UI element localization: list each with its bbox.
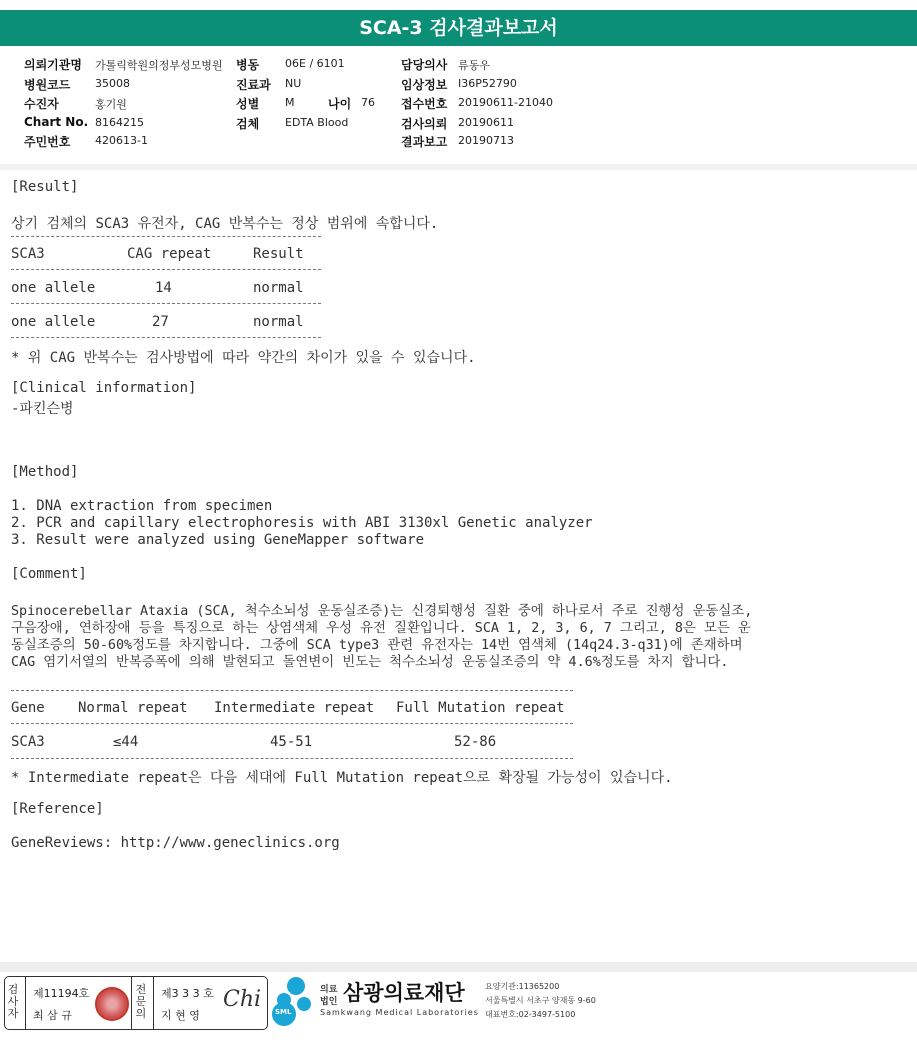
table-divider: [11, 303, 321, 304]
sex-label: 성별: [236, 97, 260, 111]
reference-heading: [Reference]: [11, 801, 104, 817]
chart-no-value: 8164215: [95, 116, 144, 129]
gene-note: * Intermediate repeat은 다음 세대에 Full Mutation repeat으로 확장될 가능성이 있습니다.: [11, 770, 673, 786]
specialist-license-number: 제3 3 3 호: [161, 987, 214, 1000]
report-date-value: 20190713: [458, 134, 514, 147]
allele-2-cag: 27: [152, 314, 169, 330]
gene-header-gene: Gene: [11, 700, 45, 716]
age-value: 76: [361, 96, 375, 109]
report-title: SCA-3 검사결과보고서: [0, 10, 917, 46]
gene-value-normal: ≤44: [113, 734, 139, 750]
gene-value-full: 52-86: [454, 734, 497, 750]
org-english-name: Samkwang Medical Laboratories: [320, 1008, 479, 1017]
examiner-license-number: 제11194호: [33, 987, 90, 1000]
org-code: 요양기관:11365200: [485, 982, 560, 991]
table-divider: [11, 758, 573, 759]
physician-value: 류동우: [458, 59, 490, 72]
seal-stamp-icon: [95, 987, 129, 1021]
comment-line: 구음장애, 연하장애 등을 특징으로 하는 상염색체 우성 유전 질환입니다. SCA 1, 2, 3, 6, 7 그리고, 8은 모든 운: [11, 621, 751, 636]
ward-label: 병동: [236, 58, 260, 72]
sml-logo-icon: [270, 976, 318, 1028]
header-divider: [0, 164, 917, 170]
gene-value-gene: SCA3: [11, 734, 45, 750]
method-item: 1. DNA extraction from specimen: [11, 498, 273, 514]
request-date-label: 검사의뢰: [401, 117, 448, 131]
result-header-cag: CAG repeat: [127, 246, 212, 262]
logo-text: SML: [275, 1008, 292, 1016]
table-divider: [11, 269, 321, 270]
allele-2-result: normal: [253, 314, 304, 330]
clinical-info-value: I36P52790: [458, 77, 517, 90]
method-item: 3. Result were analyzed using GeneMapper software: [11, 532, 425, 548]
hospital-name-label: 의뢰기관명: [24, 58, 82, 72]
org-address: 서울특별시 서초구 양재동 9-60: [485, 996, 596, 1005]
examiner-vertical-label: 검 사 자: [7, 983, 19, 1020]
hospital-code-label: 병원코드: [24, 78, 71, 92]
resident-no-value: 420613-1: [95, 134, 148, 147]
reference-text: GeneReviews: http://www.geneclinics.org: [11, 835, 340, 851]
department-label: 진료과: [236, 78, 271, 92]
table-divider: [11, 723, 573, 724]
result-heading: [Result]: [11, 179, 79, 195]
org-phone: 대표번호:02-3497-5100: [485, 1010, 576, 1019]
receipt-no-label: 접수번호: [401, 97, 448, 111]
allele-1-label: one allele: [11, 280, 96, 296]
allele-1-result: normal: [253, 280, 304, 296]
result-summary: 상기 검체의 SCA3 유전자, CAG 반복수는 정상 범위에 속합니다.: [11, 216, 439, 232]
sex-value: M: [285, 96, 295, 109]
clinical-heading: [Clinical information]: [11, 380, 197, 396]
result-note: * 위 CAG 반복수는 검사방법에 따라 약간의 차이가 있을 수 있습니다.: [11, 350, 476, 366]
org-name: 삼광의료재단: [343, 981, 465, 1005]
allele-2-label: one allele: [11, 314, 96, 330]
specialist-name: 지 현 영: [161, 1009, 200, 1022]
specialist-signature: Chi: [223, 987, 262, 1012]
hospital-name-value: 가톨릭학원의정부성모병원: [95, 59, 223, 72]
gene-value-intermediate: 45-51: [270, 734, 313, 750]
comment-line: Spinocerebellar Ataxia (SCA, 척수소뇌성 운동실조증)는 신경퇴행성 질환 중에 하나로서 주로 진행성 운동실조,: [11, 604, 753, 619]
table-divider: [11, 690, 573, 691]
gene-header-normal: Normal repeat: [78, 700, 188, 716]
patient-info-header: [0, 46, 917, 165]
signature-box: [4, 976, 268, 1030]
comment-line: CAG 염기서열의 반복증폭에 의해 발현되고 돌연변이 빈도는 척수소뇌성 운동실조증의 약 4.6%정도를 차지 합니다.: [11, 655, 729, 670]
allele-1-cag: 14: [155, 280, 172, 296]
age-label: 나이: [328, 97, 352, 111]
patient-name-label: 수진자: [24, 97, 59, 111]
clinical-text: -파킨슨병: [11, 401, 74, 417]
receipt-no-value: 20190611-21040: [458, 96, 553, 109]
comment-line: 동실조증의 50-60%정도를 차지합니다. 그중에 SCA type3 관련 유전자는 14번 염색체 (14q24.3-q31)에 존재하며: [11, 638, 743, 653]
patient-name-value: 홍기원: [95, 98, 127, 111]
hospital-code-value: 35008: [95, 77, 130, 90]
org-prefix-1: 의료: [320, 985, 338, 995]
department-value: NU: [285, 77, 302, 90]
specialist-vertical-label: 전 문 의: [135, 983, 147, 1020]
result-header-result: Result: [253, 246, 304, 262]
result-header-sca3: SCA3: [11, 246, 45, 262]
report-date-label: 결과보고: [401, 135, 448, 149]
org-prefix-2: 법인: [320, 997, 338, 1007]
ward-value: 06E / 6101: [285, 57, 345, 70]
footer-divider: [0, 962, 917, 972]
gene-header-full: Full Mutation repeat: [396, 700, 565, 716]
chart-no-label: Chart No.: [24, 115, 89, 129]
specimen-value: EDTA Blood: [285, 116, 349, 129]
clinical-info-label: 임상정보: [401, 78, 448, 92]
examiner-name: 최 삼 규: [33, 1009, 72, 1022]
physician-label: 담당의사: [401, 58, 448, 72]
comment-heading: [Comment]: [11, 566, 87, 582]
resident-no-label: 주민번호: [24, 135, 71, 149]
method-item: 2. PCR and capillary electrophoresis with ABI 3130xl Genetic analyzer: [11, 515, 593, 531]
table-divider: [11, 337, 321, 338]
request-date-value: 20190611: [458, 116, 514, 129]
method-heading: [Method]: [11, 464, 79, 480]
specimen-label: 검체: [236, 117, 260, 131]
gene-header-intermediate: Intermediate repeat: [214, 700, 375, 716]
table-divider: [11, 236, 321, 237]
